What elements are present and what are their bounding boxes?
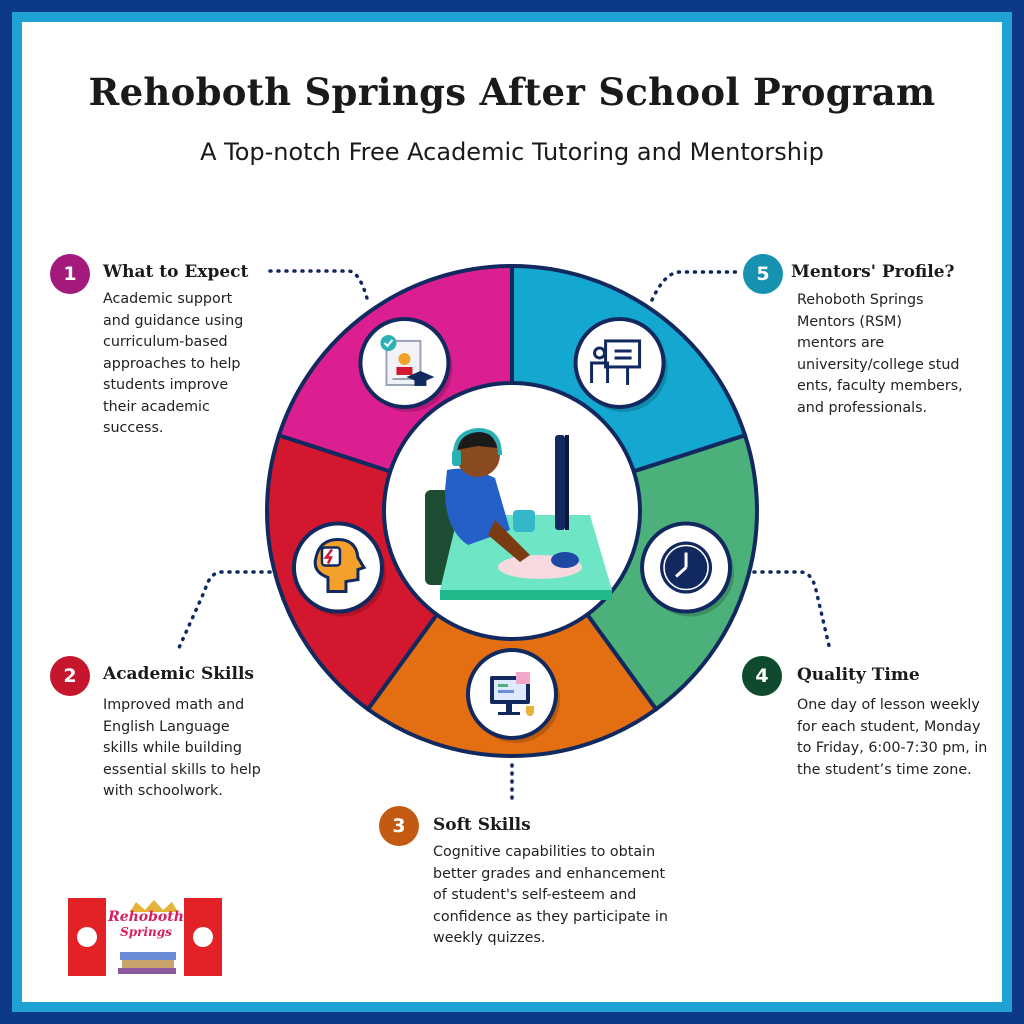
presentation-board-icon [576, 319, 664, 407]
section-title: Academic Skills [103, 664, 254, 684]
connector-5 [652, 272, 742, 300]
logo-text: Rehoboth Springs [108, 909, 184, 939]
section-badge: 4 [742, 656, 782, 696]
section-body: Academic support and guidance using curriculum-based approaches to help students improve their academic success. [103, 291, 244, 436]
page-title: Rehoboth Springs After School Program [88, 70, 936, 114]
center-disc [384, 383, 640, 639]
section-body: One day of lesson weekly for each student, Monday to Friday, 6:00-7:30 pm, in the student’s time zone. [797, 697, 988, 778]
clock-icon-glyph [660, 542, 712, 594]
page-subtitle: A Top-notch Free Academic Tutoring and Mentorship [200, 138, 824, 166]
section-title: Mentors' Profile? [791, 262, 955, 282]
section-badge: 3 [379, 806, 419, 846]
section-body: Cognitive capabilities to obtain better grades and enhancement of student's self-esteem and confidence as they participate in weekly quizzes. [433, 844, 668, 946]
section-title: Soft Skills [433, 815, 531, 835]
section-badge: 1 [50, 254, 90, 294]
connector-4 [754, 572, 830, 650]
section-badge: 2 [50, 656, 90, 696]
section-badge: 5 [743, 254, 783, 294]
section-title: Quality Time [797, 665, 920, 685]
rehoboth-springs-logo [68, 898, 222, 976]
connector-2 [178, 572, 270, 650]
connector-1 [270, 271, 368, 302]
section-title: What to Expect [103, 262, 249, 282]
section-body: Rehoboth Springs Mentors (RSM) mentors are university/college stud ents, faculty members, and professionals. [797, 292, 963, 416]
section-body: Improved math and English Language skills while building essential skills to help with schoolwork. [103, 697, 261, 799]
